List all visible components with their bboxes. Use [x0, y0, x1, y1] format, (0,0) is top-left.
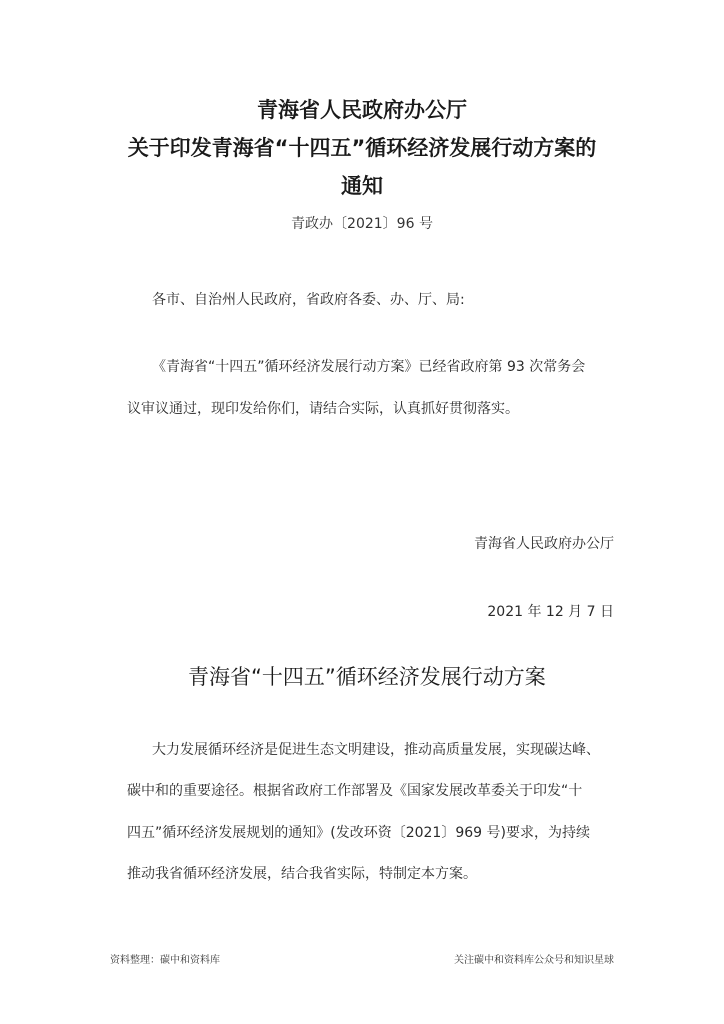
issue-date: 2021 年 12 月 7 日: [487, 604, 614, 620]
notice-title-line-2: 关于印发青海省“十四五”循环经济发展行动方案的: [127, 136, 597, 160]
plan-intro-line-1: 大力发展循环经济是促进生态文明建设，推动高质量发展，实现碳达峰、: [152, 742, 600, 758]
plan-intro-line-4: 推动我省循环经济发展，结合我省实际，特制定本方案。: [127, 866, 477, 882]
plan-title: 青海省“十四五”循环经济发展行动方案: [188, 665, 546, 689]
notice-title-line-1: 青海省人民政府办公厅: [257, 98, 467, 122]
footer-follow-note: 关注碳中和资料库公众号和知识星球: [454, 955, 614, 966]
issuer-signature: 青海省人民政府办公厅: [474, 536, 614, 552]
notice-paragraph-line-2: 议审议通过，现印发给你们，请结合实际，认真抓好贯彻落实。: [127, 401, 519, 417]
notice-paragraph-line-1: 《青海省“十四五”循环经济发展行动方案》已经省政府第 93 次常务会: [152, 359, 586, 375]
addressee: 各市、自治州人民政府，省政府各委、办、厅、局:: [152, 292, 465, 308]
footer-source: 资料整理：碳中和资料库: [110, 955, 220, 966]
plan-intro-line-3: 四五”循环经济发展规划的通知》(发改环资〔2021〕969 号)要求，为持续: [127, 825, 590, 841]
notice-title-line-3: 通知: [341, 174, 383, 198]
document-number: 青政办〔2021〕96 号: [291, 216, 433, 232]
plan-intro-line-2: 碳中和的重要途径。根据省政府工作部署及《国家发展改革委关于印发“十: [127, 783, 583, 799]
